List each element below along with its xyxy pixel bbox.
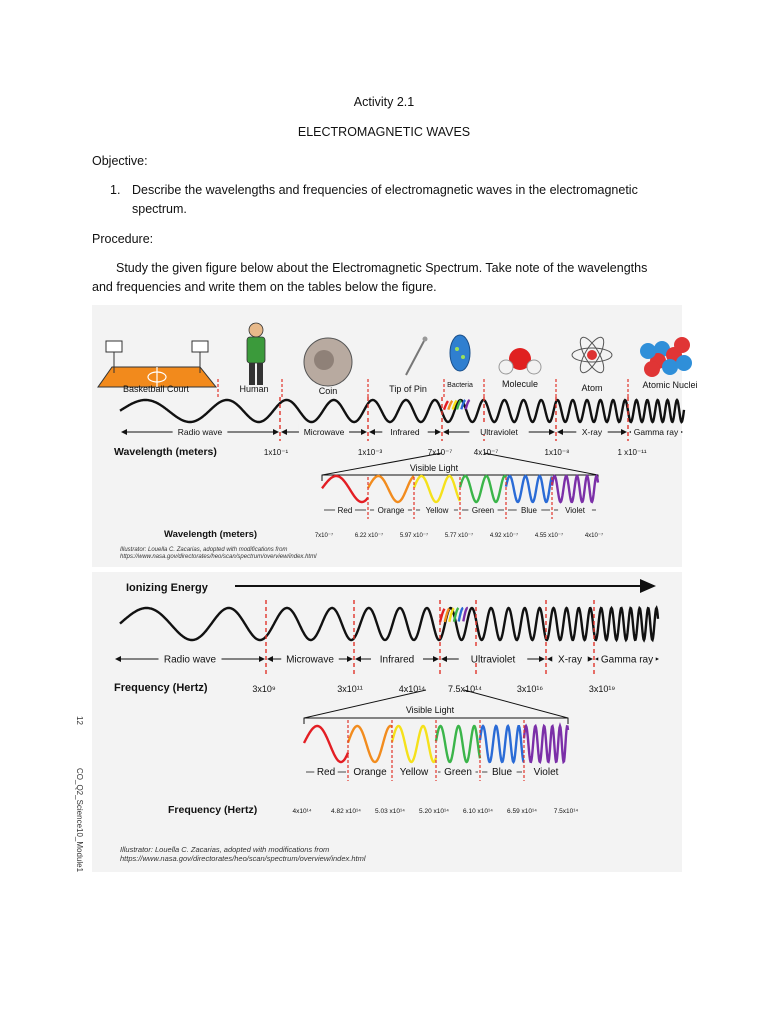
- axis-tick-label: 4x10⁻⁷: [473, 448, 499, 457]
- objective-heading: Objective:: [92, 154, 148, 168]
- visible-frequency-axis-label: Frequency (Hertz): [168, 804, 258, 816]
- bacteria-icon: [450, 335, 470, 371]
- visible-wavelength-axis-label: Wavelength (meters): [164, 529, 258, 540]
- color-label-orange: Orange: [353, 767, 387, 778]
- object-label-basketball-court: Basketball Court: [122, 384, 190, 394]
- color-label-blue: Blue: [491, 767, 513, 778]
- band-label-microwave: Microwave: [303, 426, 345, 437]
- objective-text-line2: spectrum.: [132, 202, 187, 216]
- activity-title: Activity 2.1: [353, 95, 415, 109]
- band-label-ultraviolet: Ultraviolet: [480, 426, 518, 437]
- band-label-infrared: Infrared: [379, 654, 415, 666]
- color-label-orange: Orange: [377, 506, 405, 515]
- axis-tick-label: 1x10⁻¹: [263, 448, 289, 457]
- axis-tick-label: 1x10⁻⁸: [544, 448, 570, 457]
- visible-tick-label: 6.10 x10¹⁴: [463, 808, 493, 815]
- visible-tick-label: 5.97 x10⁻⁷: [399, 533, 429, 539]
- visible-tick-label: 6.59 x10¹⁴: [507, 808, 537, 815]
- band-label-ultraviolet: Ultraviolet: [470, 654, 516, 666]
- axis-tick-label: 1 x10⁻¹¹: [617, 448, 647, 457]
- procedure-text-line1: Study the given figure below about the Electromagnetic Spectrum. Take note of the wavelengths: [116, 261, 648, 275]
- axis-tick-label: 3x10¹⁹: [588, 684, 616, 694]
- band-label-radio-wave: Radio wave: [177, 426, 223, 437]
- visible-tick-label: 4.82 x10¹⁴: [331, 808, 361, 815]
- wavelength-axis-label: Wavelength (meters): [114, 446, 217, 458]
- axis-tick-label: 7x10⁻⁷: [427, 448, 453, 457]
- visible-tick-label: 7.5x10¹⁴: [553, 808, 579, 815]
- visible-tick-label: 4x10¹⁴: [292, 808, 312, 815]
- object-label-coin: Coin: [318, 386, 338, 396]
- color-label-violet: Violet: [533, 767, 559, 778]
- module-code: CO_Q2_Science10_Module1: [75, 768, 84, 873]
- object-label-tip-of-pin: Tip of Pin: [389, 384, 427, 394]
- frequency-spectrum-figure: [92, 572, 682, 872]
- object-label-human: Human: [239, 384, 269, 394]
- wavelength-spectrum-figure: [92, 305, 698, 567]
- object-label-atom: Atom: [581, 383, 603, 393]
- credit-line-2: https://www.nasa.gov/directorates/heo/scan/spectrum/overview/index.html: [120, 854, 366, 863]
- visible-tick-label: 7x10⁻⁷: [314, 533, 334, 539]
- band-label-x-ray: X-ray: [558, 654, 582, 666]
- visible-light-label: Visible Light: [409, 463, 459, 473]
- visible-tick-label: 5.20 x10¹⁴: [419, 808, 449, 815]
- color-label-red: Red: [316, 767, 336, 778]
- objective-number: 1.: [110, 183, 121, 197]
- visible-tick-label: 4.55 x10⁻⁷: [534, 533, 564, 539]
- axis-tick-label: 3x10¹⁶: [516, 684, 544, 694]
- objective-text-line1: Describe the wavelengths and frequencies of electromagnetic waves in the electromagnetic: [132, 183, 638, 197]
- procedure-heading: Procedure:: [92, 232, 154, 246]
- color-label-yellow: Yellow: [399, 767, 429, 778]
- procedure-text-line2: and frequencies and write them on the tables below the figure.: [92, 280, 437, 294]
- color-label-yellow: Yellow: [425, 506, 449, 515]
- visible-tick-label: 5.03 x10¹⁴: [375, 808, 405, 815]
- color-label-green: Green: [444, 767, 472, 778]
- color-label-green: Green: [471, 506, 495, 515]
- visible-light-label: Visible Light: [405, 705, 455, 715]
- band-label-gamma-ray: Gamma ray: [633, 426, 679, 437]
- color-label-violet: Violet: [565, 506, 585, 515]
- color-label-blue: Blue: [520, 506, 538, 515]
- axis-tick-label: 7.5x10¹⁴: [448, 684, 482, 694]
- coin-icon: [304, 338, 352, 386]
- axis-tick-label: 3x10¹¹: [337, 684, 363, 694]
- visible-tick-label: 4x10⁻⁷: [584, 533, 604, 539]
- axis-tick-label: 4x10¹⁴: [398, 684, 426, 694]
- object-label-atomic-nuclei: Atomic Nuclei: [642, 380, 698, 390]
- visible-tick-label: 4.92 x10⁻⁷: [489, 533, 519, 539]
- frequency-axis-label: Frequency (Hertz): [114, 682, 208, 694]
- band-label-gamma-ray: Gamma ray: [600, 654, 654, 666]
- activity-subtitle: ELECTROMAGNETIC WAVES: [297, 125, 471, 139]
- axis-tick-label: 1x10⁻³: [357, 448, 383, 457]
- object-label-molecule: Molecule: [501, 379, 539, 389]
- credit-line-2: https://www.nasa.gov/directorates/heo/scan/spectrum/overview/index.html: [120, 554, 317, 560]
- band-label-radio-wave: Radio wave: [163, 654, 217, 666]
- ionizing-energy-label: Ionizing Energy: [126, 582, 208, 594]
- axis-tick-label: 3x10⁹: [252, 684, 276, 694]
- credit-line-1: Illustrator: Louella C. Zacarias, adopted with modifications from: [120, 547, 288, 553]
- band-label-infrared: Infrared: [390, 426, 420, 437]
- visible-tick-label: 5.77 x10⁻⁷: [444, 533, 474, 539]
- credit-line-1: Illustrator: Louella C. Zacarias, adopted with modifications from: [120, 845, 330, 854]
- object-label-bacteria: Bacteria: [447, 382, 473, 389]
- color-label-red: Red: [337, 506, 353, 515]
- band-label-x-ray: X-ray: [581, 426, 603, 437]
- visible-tick-label: 6.22 x10⁻⁷: [354, 533, 384, 539]
- page-number: 12: [75, 716, 84, 725]
- band-label-microwave: Microwave: [286, 654, 334, 666]
